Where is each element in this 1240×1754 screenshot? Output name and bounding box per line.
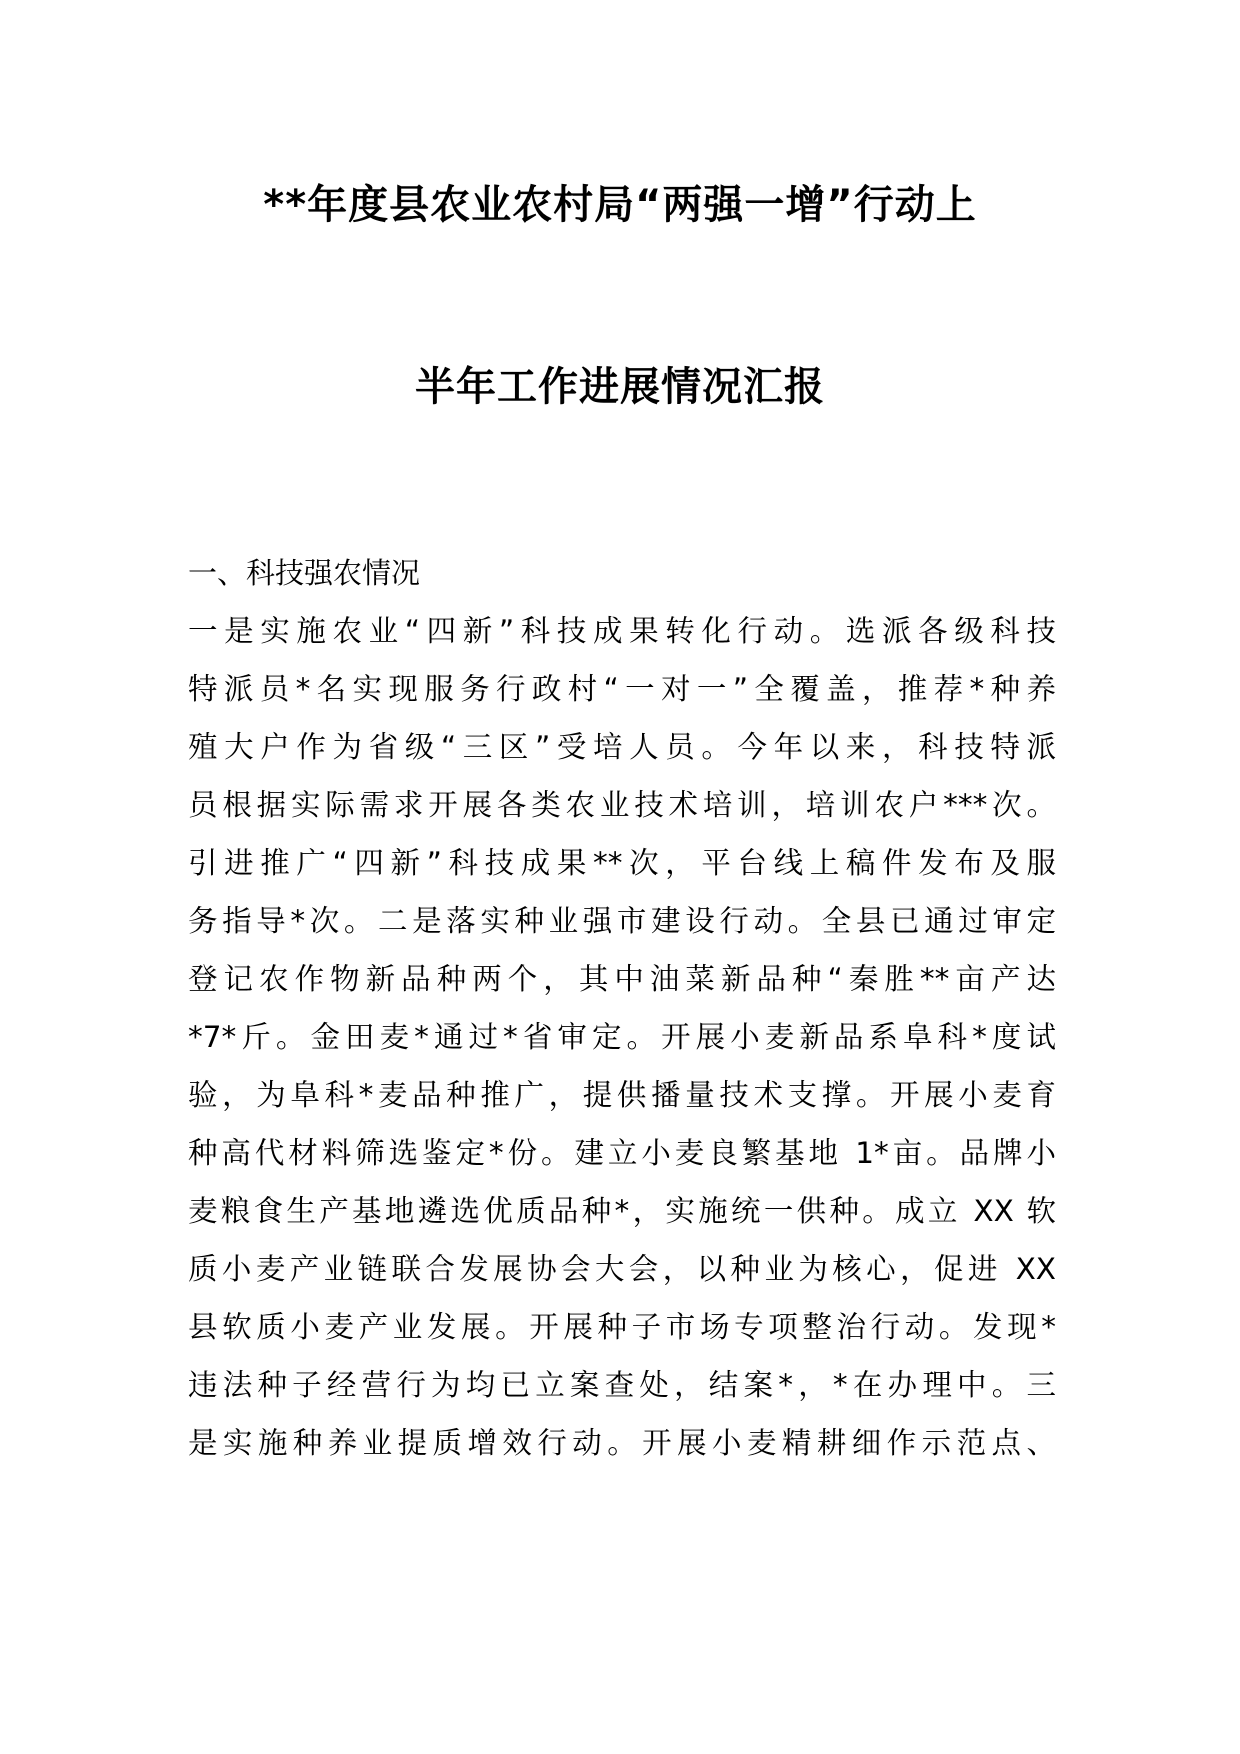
- body-line-4: 员根据实际需求开展各类农业技术培训，培训农户***次。: [188, 788, 1056, 822]
- body-line-2: 特派员*名实现服务行政村“一对一”全覆盖，推荐*种养: [188, 672, 1056, 706]
- section-heading: 一、科技强农情况: [188, 556, 421, 590]
- body-line-5: 引进推广“四新”科技成果**次，平台线上稿件发布及服: [188, 846, 1056, 880]
- body-line-11: 麦粮食生产基地遴选优质品种*，实施统一供种。成立 XX 软: [188, 1194, 1056, 1228]
- document-title-line-1: **年度县农业农村局“两强一增”行动上: [263, 182, 977, 228]
- document-title-line-2: 半年工作进展情况汇报: [415, 364, 825, 410]
- body-line-7: 登记农作物新品种两个，其中油菜新品种“秦胜**亩产达: [188, 962, 1056, 996]
- body-line-8: *7*斤。金田麦*通过*省审定。开展小麦新品系阜科*度试: [188, 1020, 1056, 1054]
- body-line-10: 种高代材料筛选鉴定*份。建立小麦良繁基地 1*亩。品牌小: [188, 1136, 1056, 1170]
- body-line-12: 质小麦产业链联合发展协会大会，以种业为核心，促进 XX: [188, 1252, 1056, 1286]
- body-line-1: 一是实施农业“四新”科技成果转化行动。选派各级科技: [188, 614, 1056, 648]
- body-line-6: 务指导*次。二是落实种业强市建设行动。全县已通过审定: [188, 904, 1056, 938]
- body-line-13: 县软质小麦产业发展。开展种子市场专项整治行动。发现*: [188, 1310, 1056, 1344]
- body-line-14: 违法种子经营行为均已立案查处，结案*，*在办理中。三: [188, 1368, 1056, 1402]
- body-line-15: 是实施种养业提质增效行动。开展小麦精耕细作示范点、: [188, 1426, 1056, 1460]
- body-line-9: 验，为阜科*麦品种推广，提供播量技术支撑。开展小麦育: [188, 1078, 1056, 1112]
- body-line-3: 殖大户作为省级“三区”受培人员。今年以来，科技特派: [188, 730, 1056, 764]
